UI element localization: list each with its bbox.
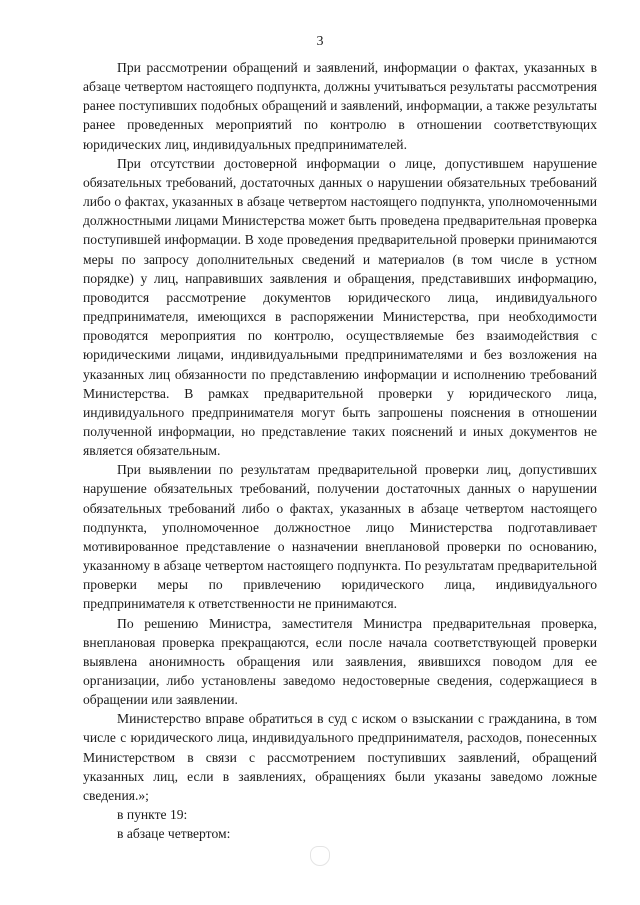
paragraph-fourth-indent: в абзаце четвертом: (117, 826, 231, 842)
document-body (83, 58, 597, 843)
page-number: 3 (316, 34, 324, 49)
paragraph-termination: По решению Министра, заместителя Министра предварительная проверка, внеплановая проверка прекращаются, если после начала соответствующей проверки выявлена анонимность обращения или заявления, явившихся поводом для ее организации, либо установлены заведомо недостоверные сведения, содержащиеся в обращении или заявлении. (83, 615, 597, 708)
paragraph-consideration: При рассмотрении обращений и заявлений, информации о фактах, указанных в абзаце четвертом настоящего подпункта, должны учитываться результаты рассмотрения ранее поступивших подобных обращений и заявлений, информации, а также результаты ранее проведенных мероприятий по контролю в отношении соответствующих юридических лиц, индивидуальных предпринимателей. (83, 60, 597, 152)
faint-stamp (240, 846, 400, 896)
paragraph-unscheduled-inspection: При выявлении по результатам предварительной проверки лиц, допустивших нарушение обязательных требований, получении достаточных данных о нарушении обязательных требований либо о фактах, указанных в абзаце четвертом настоящего подпункта, уполномоченное должностное лицо Министерства подготавливает мотивированное представление о назначении внеплановой проверки по основанию, указанному в абзаце четвертом настоящего подпункта. По результатам предварительной проверки меры по привлечению юридического лица, индивидуального предпринимателя к ответственности не принимаются. (83, 462, 597, 612)
paragraph-preliminary-check: При отсутствии достоверной информации о лице, допустившем нарушение обязательных требований, достаточных данных о нарушении обязательных требований либо о фактах, указанных в абзаце четвертом настоящего подпункта, уполномоченными должностными лицами Министерства может быть проведена предварительная проверка поступившей информации. В ходе проведения предварительной проверки принимаются меры по запросу дополнительных сведений и материалов (в том числе в устном порядке) у лиц, направивших заявления и обращения, представивших информацию, проводится рассмотрение документов юридического лица, индивидуального предпринимателя, имеющихся в распоряжении Министерства, при необходимости проводятся мероприятия по контролю, осуществляемые без взаимодействия с юридическими лицами, индивидуальными предпринимателями и без возложения на указанных лиц обязанности по представлению информации и исполнению требований Министерства. В рамках предварительной проверки у юридического лица, индивидуального предпринимателя могут быть запрошены пояснения в отношении полученной информации, но представление таких пояснений и иных документов не является обязательным. (83, 155, 597, 459)
stamp-line (240, 878, 400, 888)
paragraph-item-19: в пункте 19: (117, 807, 188, 823)
paragraph-court-claim: Министерство вправе обратиться в суд с иском о взыскании с гражданина, в том числе с юридического лица, индивидуального предпринимателя, расходов, понесенных Министерством в связи с рассмотрением поступивших заявлений, обращений указанных лиц, если в заявлениях, обращениях были указаны заведомо ложные сведения.»; (83, 711, 597, 803)
stamp-line (240, 868, 400, 878)
emblem-icon (310, 846, 330, 866)
